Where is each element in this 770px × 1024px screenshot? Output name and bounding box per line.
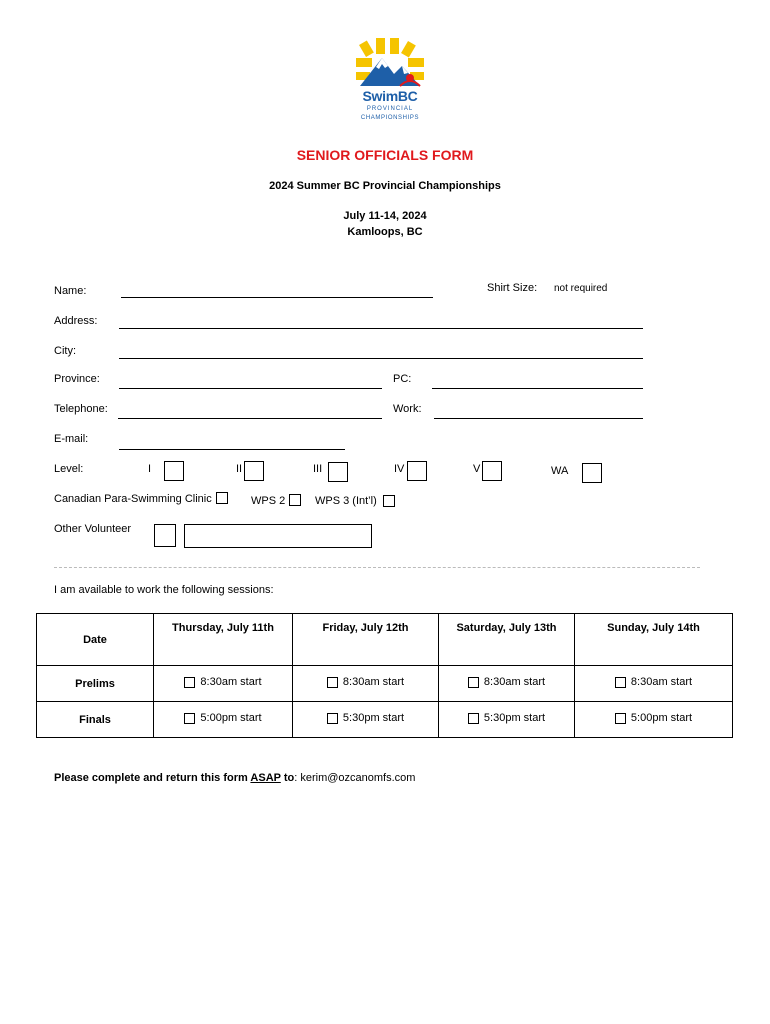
- session-time: 5:30pm start: [483, 712, 546, 725]
- prelims-saturday-checkbox[interactable]: [468, 677, 479, 688]
- level-wa-checkbox[interactable]: [582, 463, 602, 483]
- para-clinic-label: Canadian Para-Swimming Clinic: [54, 493, 212, 505]
- level-ii-checkbox[interactable]: [244, 461, 264, 481]
- footer-instructions: [54, 772, 415, 784]
- province-field[interactable]: [119, 388, 382, 389]
- finals-thursday-checkbox[interactable]: [184, 713, 195, 724]
- level-iii-label: III: [313, 463, 323, 475]
- other-volunteer-label: Other Volunteer: [54, 523, 132, 535]
- wps3-label: WPS 3 (Int’l): [315, 495, 377, 507]
- form-title: SENIOR OFFICIALS FORM: [296, 147, 474, 163]
- session-time: 8:30am start: [342, 676, 405, 689]
- wps2-label: WPS 2: [251, 495, 286, 507]
- email-label: E-mail:: [54, 433, 89, 445]
- logo-brand: SwimBC: [362, 88, 418, 104]
- level-iv-checkbox[interactable]: [407, 461, 427, 481]
- other-volunteer-checkbox[interactable]: [154, 524, 176, 547]
- prelims-thursday-checkbox[interactable]: [184, 677, 195, 688]
- prelims-label: Prelims: [37, 666, 154, 702]
- day-header-friday: Friday, July 12th: [293, 614, 439, 666]
- province-label: Province:: [54, 373, 100, 385]
- sessions-table: [36, 613, 733, 738]
- wps2-checkbox[interactable]: [289, 494, 301, 506]
- session-cell: [575, 702, 733, 738]
- name-label: Name:: [54, 285, 87, 297]
- finals-label: Finals: [37, 702, 154, 738]
- session-cell: [293, 702, 439, 738]
- session-cell: [293, 666, 439, 702]
- session-time: 8:30am start: [630, 676, 693, 689]
- logo-subtitle-1: PROVINCIAL: [366, 106, 414, 112]
- section-divider: [54, 567, 700, 568]
- footer-text-2: to: [280, 772, 295, 784]
- prelims-sunday-checkbox[interactable]: [615, 677, 626, 688]
- event-name: 2024 Summer BC Provincial Championships: [269, 180, 501, 192]
- prelims-friday-checkbox[interactable]: [327, 677, 338, 688]
- session-cell: [154, 666, 293, 702]
- event-dates: July 11-14, 2024: [343, 210, 427, 222]
- level-label: Level:: [54, 463, 84, 475]
- session-cell: [575, 666, 733, 702]
- logo-subtitle-2: CHAMPIONSHIPS: [360, 115, 420, 121]
- level-i-label: I: [148, 463, 152, 475]
- pc-label: PC:: [393, 373, 412, 385]
- email-field[interactable]: [119, 449, 345, 450]
- address-label: Address:: [54, 315, 98, 327]
- level-iv-label: IV: [394, 463, 405, 475]
- event-location: Kamloops, BC: [347, 226, 423, 238]
- finals-friday-checkbox[interactable]: [327, 713, 338, 724]
- session-cell: [154, 702, 293, 738]
- level-iii-checkbox[interactable]: [328, 462, 348, 482]
- level-v-label: V: [473, 463, 481, 475]
- other-volunteer-input[interactable]: [184, 524, 372, 548]
- city-label: City:: [54, 345, 76, 357]
- day-header-thursday: Thursday, July 11th: [154, 614, 293, 666]
- day-header-sunday: Sunday, July 14th: [575, 614, 733, 666]
- date-header: Date: [37, 614, 154, 666]
- work-field[interactable]: [434, 418, 643, 419]
- level-i-checkbox[interactable]: [164, 461, 184, 481]
- session-cell: [439, 666, 575, 702]
- session-time: 8:30am start: [200, 676, 262, 689]
- footer-asap: ASAP: [250, 772, 281, 784]
- table-row: [37, 666, 733, 702]
- shirt-size-label: Shirt Size:: [487, 282, 538, 294]
- footer-email[interactable]: : kerim@ozcanomfs.com: [294, 772, 416, 784]
- address-field[interactable]: [119, 328, 643, 329]
- finals-saturday-checkbox[interactable]: [468, 713, 479, 724]
- session-time: 5:30pm start: [342, 712, 405, 725]
- table-header-row: [37, 614, 733, 666]
- footer-text-1: Please complete and return this form: [54, 772, 251, 784]
- shirt-size-value: not required: [554, 283, 608, 294]
- pc-field[interactable]: [432, 388, 643, 389]
- session-time: 8:30am start: [483, 676, 546, 689]
- para-clinic-checkbox[interactable]: [216, 492, 228, 504]
- sessions-intro: I am available to work the following sessions:: [54, 584, 274, 596]
- session-time: 5:00pm start: [630, 712, 693, 725]
- telephone-label: Telephone:: [54, 403, 108, 415]
- name-field[interactable]: [121, 297, 433, 298]
- level-wa-label: WA: [551, 465, 569, 477]
- day-header-saturday: Saturday, July 13th: [439, 614, 575, 666]
- wps3-checkbox[interactable]: [383, 495, 395, 507]
- session-time: 5:00pm start: [200, 712, 262, 725]
- level-v-checkbox[interactable]: [482, 461, 502, 481]
- finals-sunday-checkbox[interactable]: [615, 713, 626, 724]
- telephone-field[interactable]: [118, 418, 382, 419]
- city-field[interactable]: [119, 358, 643, 359]
- table-row: [37, 702, 733, 738]
- work-label: Work:: [393, 403, 422, 415]
- level-ii-label: II: [236, 463, 243, 475]
- session-cell: [439, 702, 575, 738]
